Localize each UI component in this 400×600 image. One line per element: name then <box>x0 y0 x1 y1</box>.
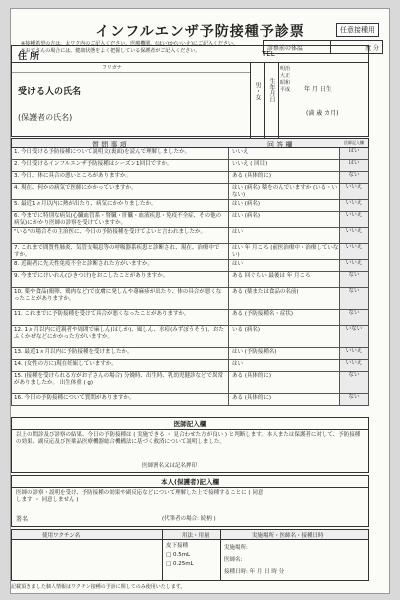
temperature-unit: 度 分 <box>365 44 379 52</box>
birthdate-label: 生年月日 <box>268 78 275 102</box>
question-text: 6. 今までに特別な病気(心臓血管系・腎臓・肝臓・血液疾患・免疫不全症、その他の病気)にかかり医師の診察を受けていますか。 <box>14 213 222 226</box>
vaccine-name-header: 使用ワクチン名 <box>42 533 81 539</box>
doctor-check-cell[interactable]: いいえ <box>339 244 368 259</box>
divider <box>228 310 229 325</box>
question-text: 9. 今までにけいれん(ひきつけ)をおこしたことがありますか。 <box>14 273 169 279</box>
question-text: 10. 薬や食品(鶏卵、鶏肉など)で皮膚に発しんや蕁麻疹が出たり、体の具合が悪くなったことがありますか。 <box>14 289 222 302</box>
personal-info-box <box>11 45 369 137</box>
question-row[interactable] <box>11 360 369 372</box>
answer-option[interactable]: いる (病名) <box>232 327 261 333</box>
divider <box>228 244 229 259</box>
doctor-judgement-text[interactable]: 以上の問診及び診察の結果、今日の予防接種は ( 実施できる ・ 見合わせた方が良い ) と判断します。本人または保護者に対して、予防接種の効果、副反応及び医薬品医療機器総合機構法に基づく救済について説明しました。 <box>16 432 361 445</box>
question-text: 12. 1ヵ月以内に近親者や周囲で麻しん(はしか)、風しん、水痘(みずぼうそう)、おたふくかぜなどにかかった方がいますか。 <box>14 327 224 340</box>
self-section-title: 本人(保護者)記入欄 <box>12 476 368 488</box>
doctor-check-cell[interactable]: ない <box>339 172 368 183</box>
question-row[interactable] <box>11 394 369 406</box>
questions-header: 質 問 事 項 <box>92 141 127 149</box>
question-row[interactable] <box>11 260 369 272</box>
question-text: 4. 現在、何かの病気で医師にかかっていますか。 <box>14 185 137 191</box>
divider <box>228 272 229 287</box>
doctor-check-cell[interactable]: いいえ <box>339 360 368 371</box>
question-row[interactable] <box>11 288 369 310</box>
answer-option[interactable]: はい <box>232 361 244 367</box>
divider <box>228 228 229 243</box>
doctor-check-cell[interactable]: はい <box>339 148 368 159</box>
divider <box>220 530 221 580</box>
doctor-check-cell[interactable]: いいえ <box>339 228 368 243</box>
divider <box>228 148 229 159</box>
doctor-check-cell[interactable]: ない <box>339 372 368 393</box>
site-field[interactable]: 実施場所: <box>224 545 248 551</box>
question-row[interactable] <box>11 184 369 200</box>
answer-option[interactable]: ある (具体的に) <box>232 395 272 401</box>
divider <box>228 200 229 211</box>
answer-option[interactable]: いいえ ( 回目) <box>232 161 268 167</box>
dosage-options[interactable] <box>166 542 194 569</box>
era-option[interactable]: 昭和 <box>280 80 291 86</box>
question-row[interactable] <box>11 160 369 172</box>
privacy-footer: 記載頂きました個人情報はワクチン接種の予診に関してのみ使用いたします。 <box>11 584 186 590</box>
divider <box>228 326 229 347</box>
divider <box>12 72 250 73</box>
answers-header: 回 答 欄 <box>267 141 293 149</box>
question-text: 16. 今日の予防接種について質問がありますか。 <box>14 395 135 401</box>
recipient-name-label: 受ける人の氏名 <box>18 87 82 97</box>
question-row[interactable] <box>11 200 369 212</box>
doctor-check-cell[interactable]: ない <box>339 310 368 325</box>
route-label: 皮下接種 <box>166 543 189 549</box>
dose-option-label: 0.25mL <box>172 561 194 567</box>
birthdate-label-cell <box>264 62 279 138</box>
answer-option[interactable]: いいえ <box>232 149 249 155</box>
vaccine-table <box>11 529 369 581</box>
answer-option[interactable]: はい (病名) <box>232 201 261 207</box>
answer-option[interactable]: はい (予防接種名) <box>232 349 277 355</box>
divider <box>228 212 229 227</box>
furigana-label: フリガナ <box>102 65 122 71</box>
question-row[interactable] <box>11 212 369 228</box>
question-row[interactable] <box>11 310 369 326</box>
question-row[interactable] <box>11 348 369 360</box>
doctor-check-cell[interactable]: いいえ <box>339 184 368 199</box>
sex-label: 男・女 <box>254 82 261 100</box>
questionnaire-sheet <box>10 8 390 594</box>
answer-option[interactable]: はい <box>232 229 244 235</box>
optional-vaccination-tag: 任意接種用 <box>336 23 379 37</box>
question-text: 14. (女性の方に)現在妊娠していますか。 <box>14 361 117 367</box>
signature-label[interactable]: 署名 <box>16 516 29 523</box>
answer-option[interactable]: ある (薬または食品の名前) <box>232 289 299 295</box>
datetime-field[interactable]: 接種日時: 年 月 日 時 分 <box>224 569 285 575</box>
dosage-header: 用法・用量 <box>182 533 210 539</box>
divider <box>228 172 229 183</box>
question-text: 3. 今日、体に具合の悪いところがありますか。 <box>14 173 131 179</box>
question-text: 2. 今日受けるインフルエンザ予防接種はシーズン1回目ですか。 <box>14 161 173 167</box>
doctor-signature-label[interactable]: 医師署名又は記名押印 <box>142 463 198 469</box>
answer-option[interactable]: はい (病名) <box>232 213 261 219</box>
era-option[interactable]: 明治 <box>280 66 291 72</box>
question-text: 7. これまで間質性肺炎、気管支喘息等の呼吸器系疾患と診断され、現在、治療中ですか。 <box>14 245 220 258</box>
question-row[interactable] <box>11 326 369 348</box>
doctor-check-cell[interactable]: いいえ <box>339 212 368 227</box>
question-text: 11. これまでに予防接種を受けて具合が悪くなったことがありますか。 <box>14 311 190 317</box>
birth-date-field[interactable]: 年 月 日生 <box>304 86 332 93</box>
vaccine-table-header <box>12 530 368 540</box>
doctor-check-cell[interactable]: ない <box>339 272 368 287</box>
answer-option[interactable]: ある 回ぐらい 最後は 年 月ころ <box>232 273 311 279</box>
question-row[interactable] <box>11 228 369 244</box>
consent-text[interactable]: 医師の診察・説明を受け、予防接種の効果や副反応などについて理解した上で接種することに ( 同意します ・ 同意しません ) <box>16 490 264 503</box>
address-label: 住 所 <box>18 52 40 62</box>
answer-option[interactable]: はい (病名) 薬をのんでいますか (いる・いない) <box>232 185 338 198</box>
divider <box>228 184 229 199</box>
doctor-check-cell[interactable]: はい <box>339 160 368 171</box>
doctor-check-cell[interactable]: いない <box>339 326 368 347</box>
divider <box>228 348 229 359</box>
site-fields[interactable] <box>224 542 284 578</box>
doctor-check-cell[interactable]: いいえ <box>339 348 368 359</box>
question-text: 1. 今日受ける予防接種について説明文(裏面)を読んで理解しましたか。 <box>14 149 191 155</box>
question-row[interactable] <box>11 272 369 288</box>
guardian-name-label: (保護者の氏名) <box>18 113 73 122</box>
divider <box>228 160 229 171</box>
question-table-header <box>11 138 369 148</box>
answer-option[interactable]: ある (具体的に) <box>232 373 272 379</box>
divider <box>162 530 163 580</box>
dose-option[interactable]: □ 0.25mL <box>166 561 194 567</box>
tel-label: TEL <box>262 50 275 58</box>
instruction-line: ※お子さんの場合には、健康状態をよく把握している保護者がご記入ください。 <box>21 48 201 54</box>
doctor-section-title: 医師記入欄 <box>12 418 368 430</box>
answer-option[interactable]: ある (予防接種名・症状) <box>232 311 294 317</box>
doctor-name-field[interactable]: 医師名: <box>224 557 243 563</box>
question-row[interactable] <box>11 244 369 260</box>
divider <box>228 372 229 393</box>
question-text: 5. 最近1ヵ月以内に熱が出たり、病気にかかりましたか。 <box>14 201 157 207</box>
era-option[interactable]: 平成 <box>280 87 291 93</box>
divider <box>228 288 229 309</box>
question-text: 15. (接種を受けられる方がお子さんの場合) 分娩時、出生時、乳幼児健診などで異常がありましたか。 出生体重 ( g) <box>14 373 224 386</box>
dose-option-label: 0.5mL <box>172 552 191 558</box>
sex-field[interactable] <box>250 62 265 138</box>
question-row[interactable] <box>11 148 369 160</box>
divider <box>228 394 229 405</box>
divider <box>228 260 229 271</box>
temperature-label: 診察前の体温 <box>264 41 331 53</box>
question-text: 8. 近親者に先天性免疫不全と診断された方がいますか。 <box>14 261 153 267</box>
proxy-label[interactable]: (代筆者の場合: 続柄 ) <box>162 516 216 522</box>
answer-option[interactable]: ある (具体的に) <box>232 173 272 179</box>
question-text: 13. 最近1ヵ月以内に予防接種を受けましたか。 <box>14 349 133 355</box>
question-row[interactable] <box>11 372 369 394</box>
dose-option[interactable]: □ 0.5mL <box>166 552 191 558</box>
instruction-line: ※接種希望の方は、太ワク内のご記入ください。医療機関、(はい)か(いいえ)にご記入ください。 <box>21 41 238 47</box>
doctor-section <box>11 417 369 473</box>
doctor-check-cell[interactable]: ない <box>339 288 368 309</box>
form-title: インフルエンザ予防接種予診票 <box>95 24 305 40</box>
answer-option[interactable]: はい <box>232 261 244 267</box>
era-list[interactable] <box>280 66 290 94</box>
doctor-check-cell[interactable]: いいえ <box>339 260 368 271</box>
doctor-check-cell[interactable]: ない <box>339 394 368 405</box>
question-text: "いる"の場合その主治医に、今日の予防接種を受けてよいと言われましたか。 <box>14 229 207 235</box>
self-section <box>11 475 369 527</box>
address-row[interactable] <box>12 46 368 63</box>
doctor-check-cell[interactable]: いいえ <box>339 200 368 211</box>
era-option[interactable]: 大正 <box>280 73 291 79</box>
name-area[interactable] <box>12 62 251 138</box>
answer-option[interactable]: はい 年 月ころ (前医治療中・治療していない) <box>232 245 339 258</box>
age-field[interactable]: (満 歳 カ月) <box>306 110 339 117</box>
divider <box>228 360 229 371</box>
doctor-column-header: 医師記入欄 <box>344 140 364 145</box>
question-row[interactable] <box>11 172 369 184</box>
site-doctor-date-header: 実施場所・医師名・接種日時 <box>252 533 324 539</box>
